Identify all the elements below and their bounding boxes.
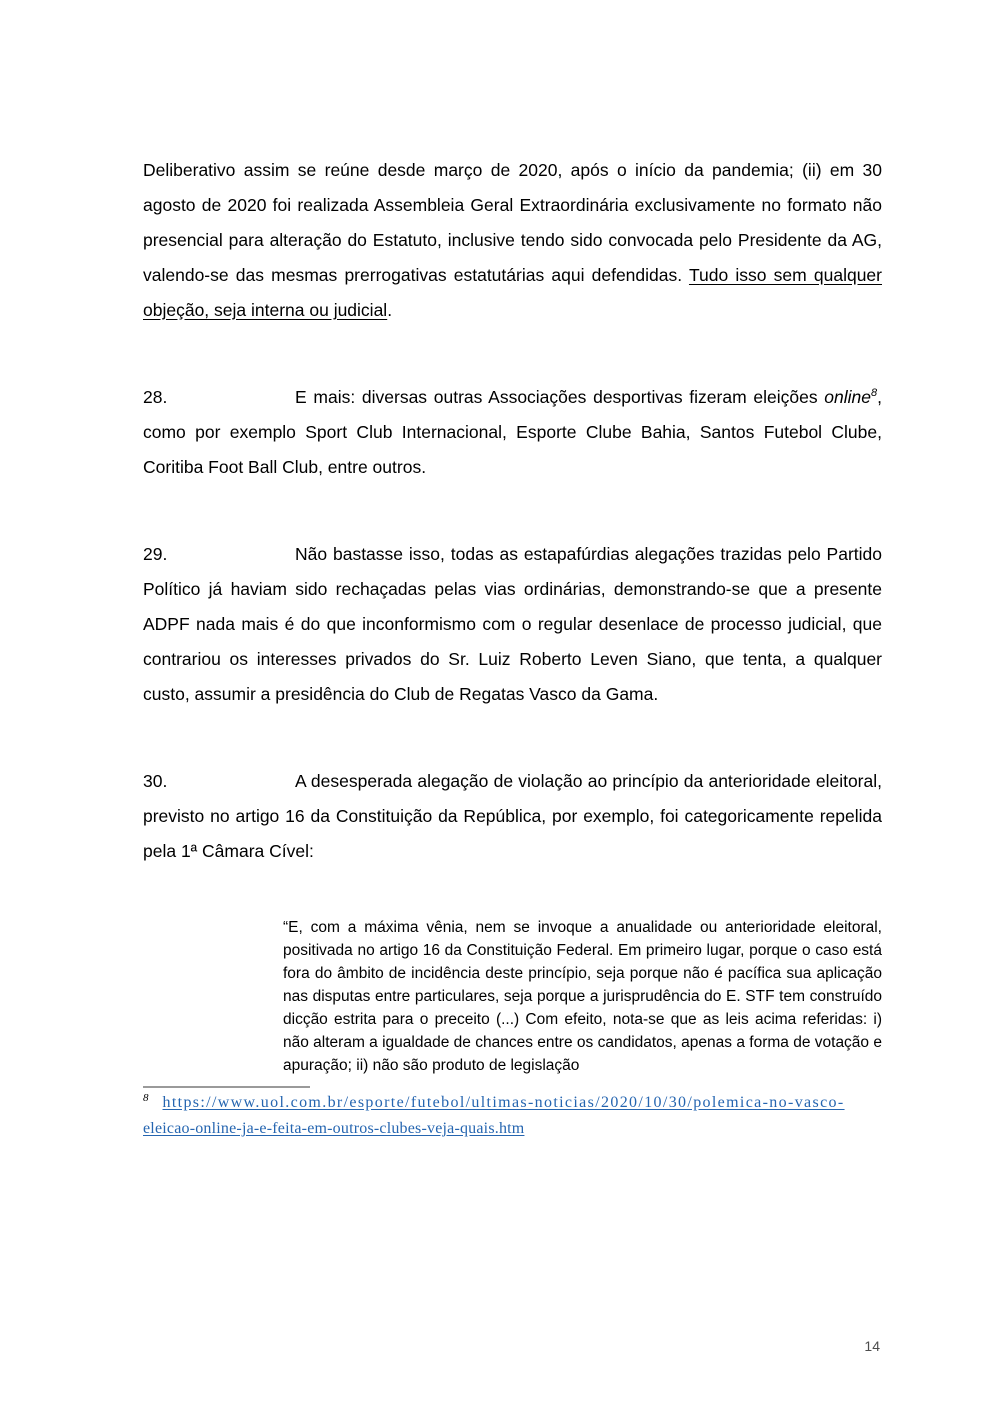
footnote-reference-8: 8 bbox=[871, 387, 878, 400]
paragraph-28 bbox=[143, 380, 882, 485]
paragraph-intro bbox=[143, 153, 882, 328]
paragraph-intro-period: . bbox=[387, 300, 393, 320]
footnote bbox=[143, 1090, 882, 1142]
paragraph-intro-text: Deliberativo assim se reúne desde março de 2020, após o início da pandemia; (ii) em 30 agosto de 2020 foi realizada Assembleia Geral Extraordinária exclusivamente no formato não presencial para alteração do Estatuto, inclusive tendo sido convocada pelo Presidente da AG, valendo-se das mesmas prerrogativas estatutárias aqui defendidas. bbox=[143, 160, 882, 285]
page-content bbox=[143, 0, 882, 1142]
paragraph-28-number: 28. bbox=[143, 387, 168, 407]
footnote-link-line2: eleicao-online-ja-e-feita-em-outros-clubes-veja-quais.htm bbox=[143, 1120, 525, 1137]
footnote-separator bbox=[143, 1086, 310, 1088]
footnote-link[interactable] bbox=[143, 1091, 845, 1137]
footnote-link-line1: https://www.uol.com.br/esporte/futebol/ultimas-noticias/2020/10/30/polemica-no-vasco- bbox=[162, 1094, 845, 1111]
paragraph-29-number: 29. bbox=[143, 544, 168, 564]
paragraph-28-text-after: , como por exemplo Sport Club Internacional, Esporte Clube Bahia, Santos Futebol Clube, Coritiba Foot Ball Club, entre outros. bbox=[143, 387, 882, 477]
footnote-marker: 8 bbox=[143, 1091, 149, 1104]
block-quote bbox=[283, 916, 882, 1077]
paragraph-30-text: A desesperada alegação de violação ao princípio da anterioridade eleitoral, previsto no artigo 16 da Constituição da República, por exemplo, foi categoricamente repelida pela 1ª Câmara Cível: bbox=[143, 771, 882, 861]
paragraph-intro-underlined-text: Tudo isso sem qualquer objeção, seja interna ou judicial bbox=[143, 265, 882, 320]
block-quote-text: “E, com a máxima vênia, nem se invoque a anualidade ou anterioridade eleitoral, positivada no artigo 16 da Constituição Federal. Em primeiro lugar, porque o caso está fora do âmbito de incidência deste princípio, seja porque não é pacífica sua aplicação nas disputas entre particulares, seja porque a jurisprudência do E. STF tem construído dicção estrita para o preceito (...) Com efeito, nota-se que as leis acima referidas: i) não alteram a igualdade de chances entre os candidatos, apenas a forma de votação e apuração; ii) não são produto de legislação bbox=[283, 919, 882, 1074]
page-number: 14 bbox=[864, 1338, 880, 1354]
paragraph-28-text-before: E mais: diversas outras Associações desportivas fizeram eleições bbox=[295, 387, 825, 407]
paragraph-30-number: 30. bbox=[143, 771, 168, 791]
paragraph-29 bbox=[143, 537, 882, 712]
paragraph-29-text: Não bastasse isso, todas as estapafúrdias alegações trazidas pelo Partido Político já haviam sido rechaçadas pelas vias ordinárias, demonstrando-se que a presente ADPF nada mais é do que inconformismo com o regular desenlace de processo judicial, que contrariou os interesses privados do Sr. Luiz Roberto Leven Siano, que tenta, a qualquer custo, assumir a presidência do Club de Regatas Vasco da Gama. bbox=[143, 544, 882, 704]
paragraph-30 bbox=[143, 764, 882, 869]
paragraph-28-italic-word: online bbox=[824, 387, 871, 407]
